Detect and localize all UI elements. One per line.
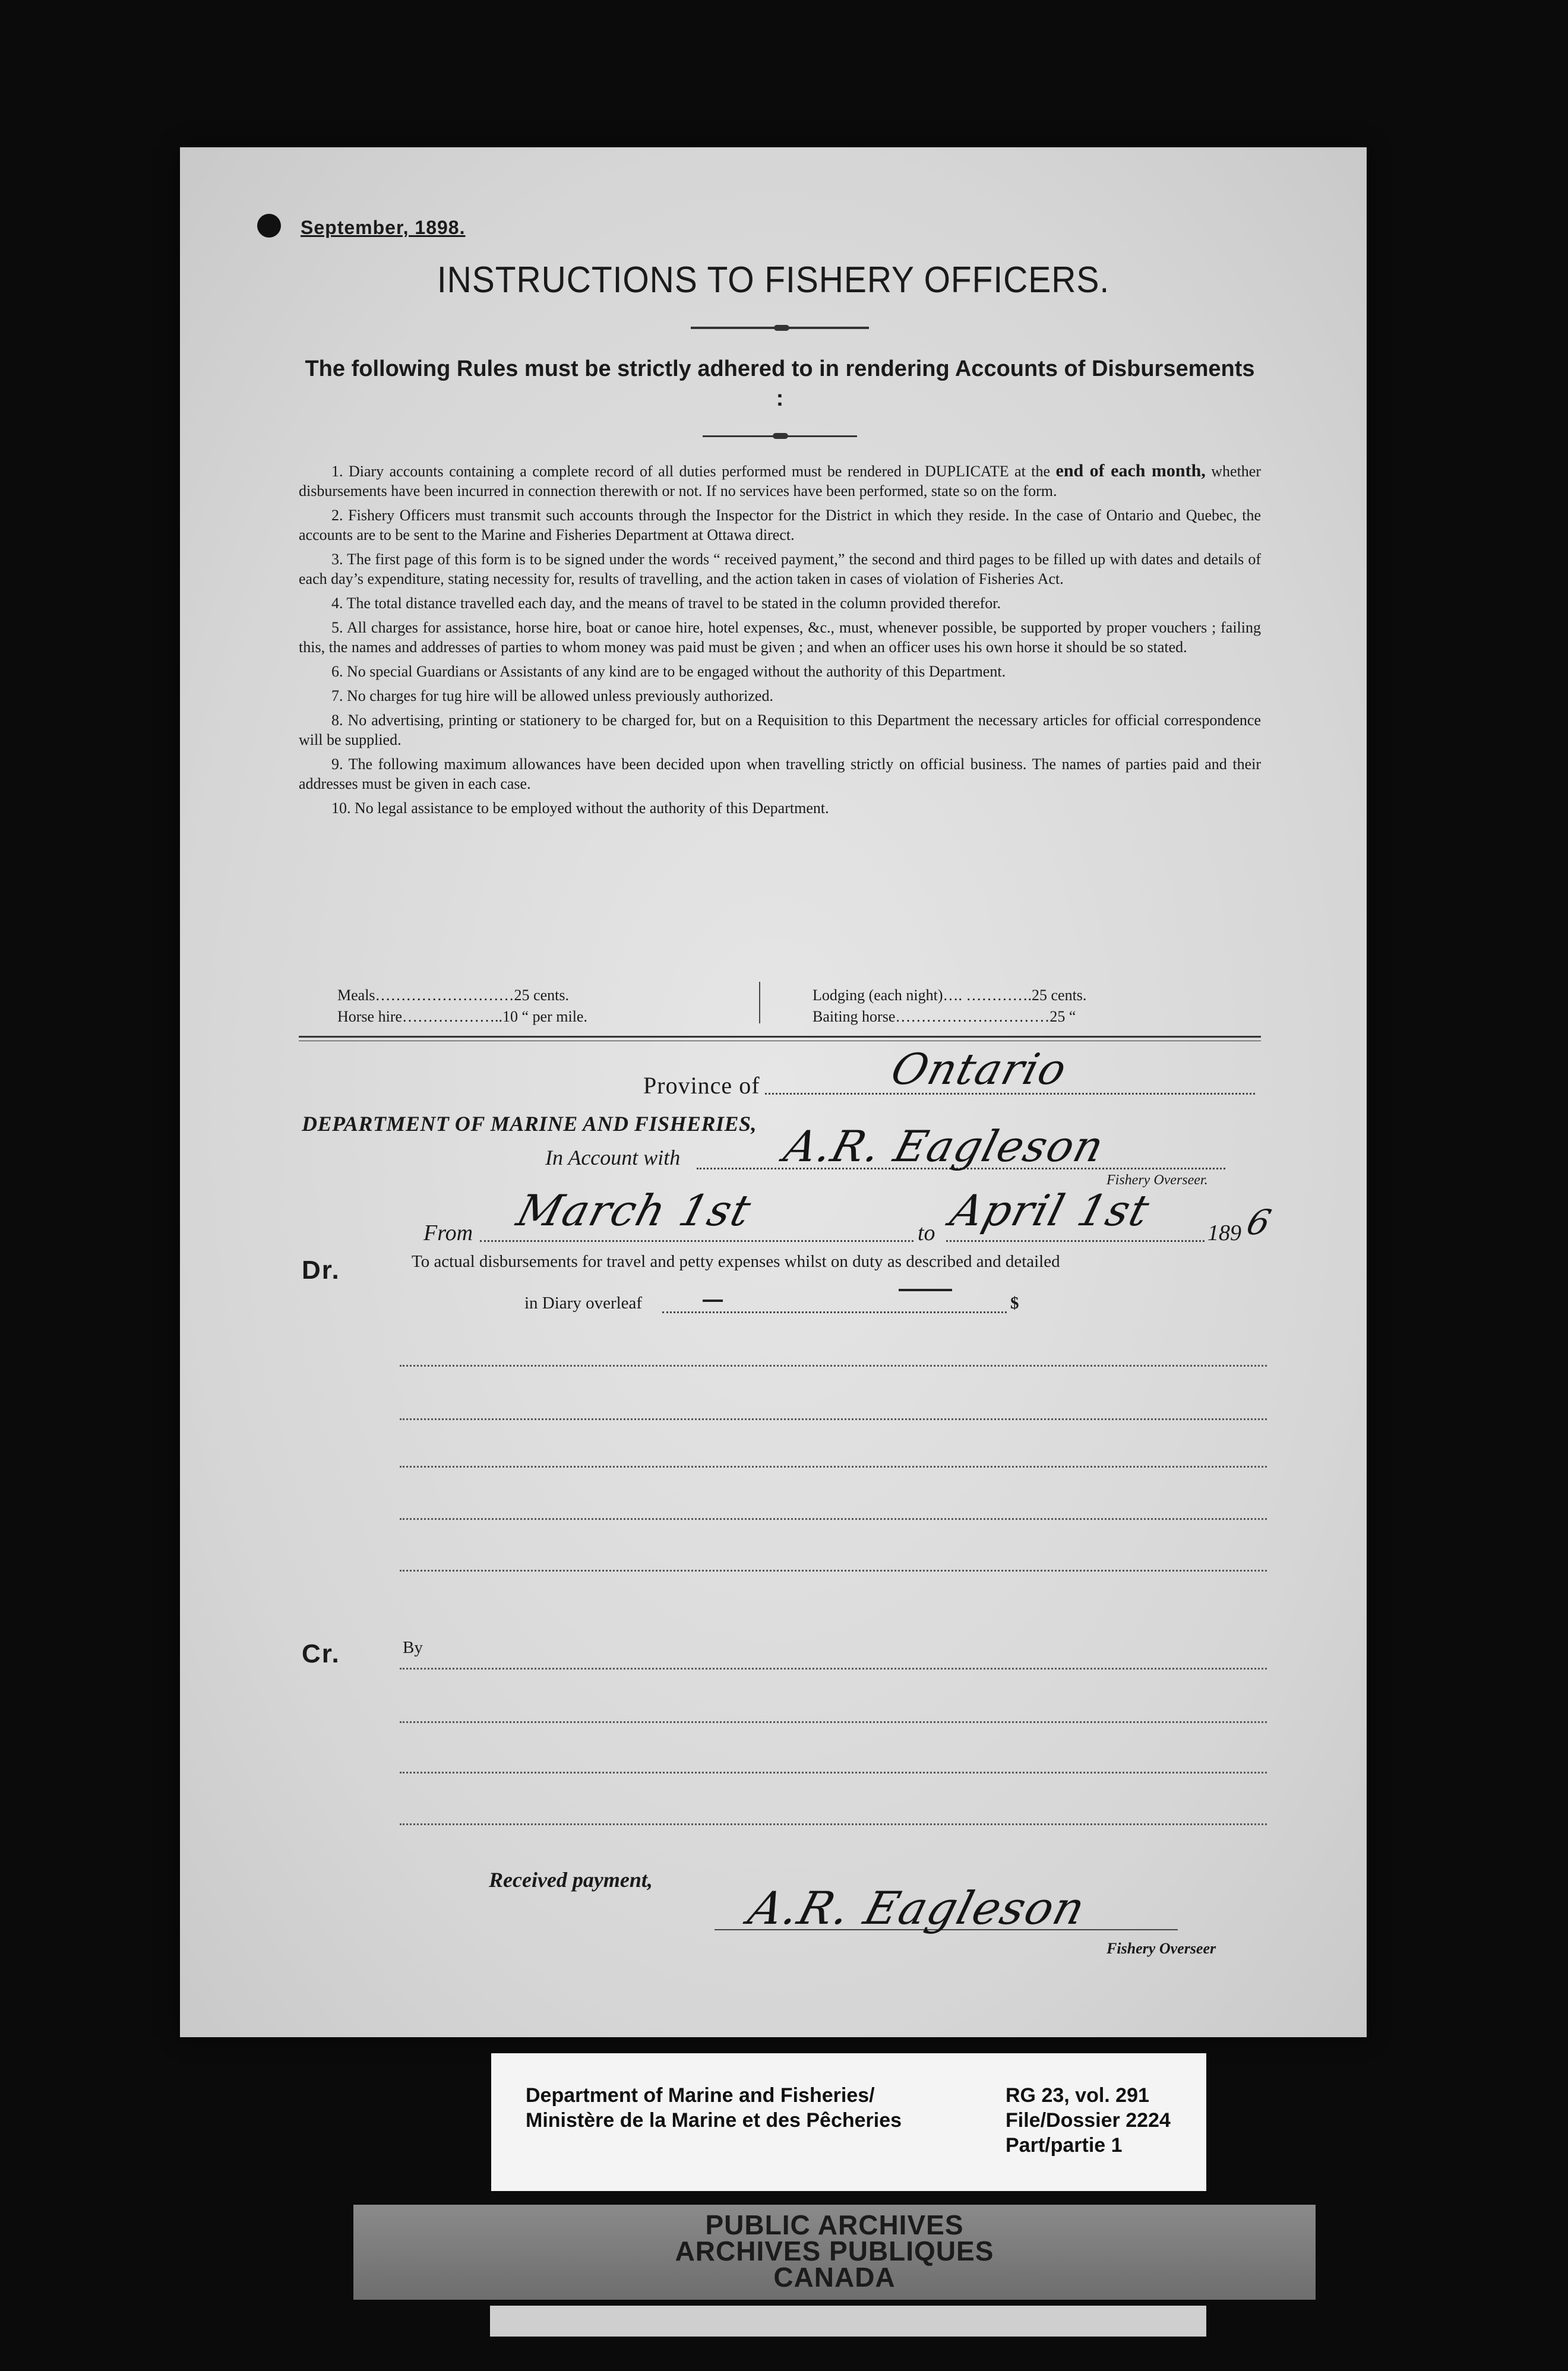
in-account-label: In Account with [545, 1146, 681, 1169]
fishery-overseer-signature-label: Fishery Overseer [1107, 1940, 1216, 1957]
from-label: From [423, 1221, 473, 1245]
debit-description: To actual disbursements for travel and petty expenses whilst on duty as described and detailed [412, 1252, 1060, 1271]
department-heading: DEPARTMENT OF MARINE AND FISHERIES, [302, 1112, 757, 1136]
caption-reference [1006, 2083, 1171, 2158]
credit-label: Cr. [302, 1639, 340, 1668]
caption-file: File/Dossier 2224 [1006, 2109, 1171, 2132]
from-date-value: March 1st [511, 1186, 757, 1235]
credit-entry-line [400, 1721, 1267, 1723]
dash-mark [899, 1289, 952, 1291]
allowance-lodging: Lodging (each night)…. ………….25 cents. [813, 987, 1087, 1004]
rule-item: 9. The following maximum allowances have been decided upon when travelling strictly on official business. The names of parties paid and their addresses must be given in each case. [299, 755, 1261, 792]
debit-entry-line [400, 1518, 1267, 1520]
caption-department-fr: Ministère de la Marine et des Pêcheries [526, 2109, 902, 2132]
stamp-line-3: CANADA [773, 2262, 896, 2293]
in-account-value: A.R. Eagleson [779, 1121, 1111, 1171]
received-payment-label: Received payment, [489, 1868, 653, 1892]
credit-entry-line [400, 1772, 1267, 1773]
rule-item: 10. No legal assistance to be employed without the authority of this Department. [331, 799, 829, 817]
province-value: Ontario [886, 1044, 1073, 1094]
year-handwritten: 6 [1242, 1202, 1277, 1243]
allowance-baiting-horse: Baiting horse…………………………25 “ [813, 1008, 1076, 1025]
province-label: Province of [643, 1072, 760, 1099]
to-field-line [946, 1240, 1205, 1242]
allowances-table [337, 985, 1264, 1028]
rule-item: 1. Diary accounts containing a complete record of all duties performed must be rendered in DUPLICATE at the end of each month, whether disbursements have been incurred in connection therewith or not. If no services have been performed, state so on the form. [299, 461, 1261, 500]
rule-item: 7. No charges for tug hire will be allowed unless previously authorized. [331, 687, 773, 704]
allowance-meals: Meals………………………25 cents. [337, 987, 569, 1004]
caption-rg-volume: RG 23, vol. 291 [1006, 2084, 1149, 2107]
allowance-divider [759, 982, 760, 1023]
dash-mark [703, 1300, 723, 1302]
allowance-horse-hire: Horse hire………………..10 “ per mile. [337, 1008, 587, 1025]
form-title: INSTRUCTIONS TO FISHERY OFFICERS. [437, 260, 1110, 301]
credit-by-label: By [403, 1638, 423, 1657]
to-label: to [918, 1221, 935, 1245]
debit-description-2: in Diary overleaf [524, 1294, 643, 1313]
title-rule-ornament [774, 325, 789, 331]
from-field-line [480, 1240, 913, 1242]
ink-blot [257, 214, 281, 238]
rule-item: 4. The total distance travelled each day, and the means of travel to be stated in the column provided therefor. [331, 595, 1001, 612]
credit-entry-line [400, 1823, 1267, 1825]
year-printed: 189 [1207, 1221, 1241, 1245]
section-divider [299, 1036, 1261, 1038]
rule-item: 5. All charges for assistance, horse hire, boat or canoe hire, hotel expenses, &c., must, whenever possible, be supported by proper vouchers ; failing this, the names and addresses of parties to whom money was paid must be given ; and when an officer uses his own horse it should be so stated. [299, 619, 1261, 656]
archives-stamp [353, 2205, 1316, 2300]
archive-caption [491, 2053, 1206, 2191]
credit-entry-line [400, 1668, 1267, 1670]
caption-part: Part/partie 1 [1006, 2134, 1123, 2157]
fishery-overseer-label: Fishery Overseer. [1107, 1172, 1208, 1188]
debit-entry-line [400, 1570, 1267, 1572]
debit-entry-line [400, 1365, 1267, 1367]
bottom-strip [490, 2306, 1206, 2337]
rules-heading: The following Rules must be strictly adhered to in rendering Accounts of Disbursements : [305, 356, 1255, 411]
rule-item: 8. No advertising, printing or stationery to be charged for, but on a Requisition to this Department the necessary articles for official correspondence will be supplied. [299, 712, 1261, 748]
debit-label: Dr. [302, 1256, 340, 1285]
form-sheet [180, 147, 1367, 2037]
heading-rule-ornament [773, 433, 788, 439]
rule-item: 6. No special Guardians or Assistants of any kind are to be engaged without the authority of this Department. [331, 663, 1006, 680]
caption-department-en: Department of Marine and Fisheries/ [526, 2084, 875, 2107]
caption-department [526, 2083, 902, 2133]
debit-entry-line [400, 1466, 1267, 1468]
to-date-value: April 1st [945, 1186, 1156, 1235]
form-date: September, 1898. [301, 217, 466, 238]
rules-list [299, 461, 1261, 823]
dollar-sign: $ [1010, 1294, 1019, 1313]
rule-item: 2. Fishery Officers must transmit such accounts through the Inspector for the District in which they reside. In the case of Ontario and Quebec, the accounts are to be sent to the Marine and Fisheries Department at Ottawa direct. [299, 507, 1261, 543]
stamp-line-2: ARCHIVES PUBLIQUES [675, 2236, 994, 2266]
debit-amount-line [662, 1311, 1007, 1313]
debit-entry-line [400, 1418, 1267, 1420]
stamp-line-1: PUBLIC ARCHIVES [705, 2209, 964, 2240]
rule-item: 3. The first page of this form is to be signed under the words “ received payment,” the second and third pages to be filled up with dates and details of each day’s expenditure, stating necessity for, results of travelling, and the action taken in cases of violation of Fisheries Act. [299, 551, 1261, 587]
signature: A.R. Eagleson [743, 1882, 1092, 1934]
